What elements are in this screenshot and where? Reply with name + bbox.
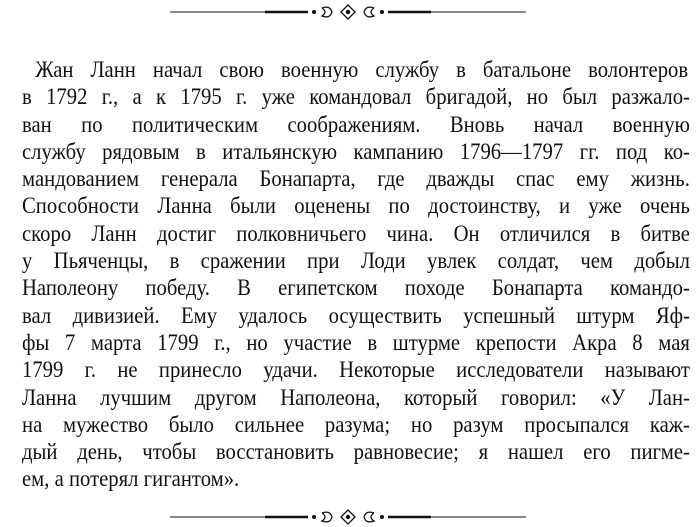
paragraph (22, 57, 690, 494)
ornamental-divider-top (170, 4, 526, 20)
paragraph-line: Ланна лучшим другом Наполеона, который говорил: «У Лан- (22, 384, 690, 411)
paragraph-line: Жан Ланн начал свою военную службу в батальоне волонтеров (35, 57, 689, 83)
paragraph-line: фы 7 марта 1799 г., но участие в штурме крепости Акра 8 мая (22, 329, 690, 356)
paragraph-line: дый день, чтобы восстановить равновесие; я нашел его пигме- (22, 439, 690, 466)
paragraph-line: у Пьяченцы, в сражении при Лоди увлек солдат, чем добыл (22, 248, 690, 275)
paragraph-line: Способности Ланна были оценены по достоинству, и уже очень (22, 193, 690, 220)
paragraph-line: 1799 г. не принесло удачи. Некоторые исследователи называют (22, 357, 690, 384)
paragraph-line: мандованием генерала Бонапарта, где дважды спас ему жизнь. (22, 166, 690, 193)
paragraph-line: на мужество было сильнее разума; но разум просыпался каж- (22, 411, 690, 438)
ornamental-divider-bottom (170, 509, 526, 525)
paragraph-line: службу рядовым в итальянскую кампанию 1796—1797 гг. под ко- (22, 138, 690, 165)
paragraph-line: Наполеону победу. В египетском походе Бонапарта командо- (22, 275, 690, 302)
paragraph-line: скоро Ланн достиг полковничьего чина. Он отличился в битве (22, 220, 690, 247)
paragraph-line: в 1792 г., а к 1795 г. уже командовал бригадой, но был разжало- (22, 84, 690, 111)
paragraph-line: вал дивизией. Ему удалось осуществить успешный штурм Яф- (22, 302, 690, 329)
paragraph-line: ем, а потерял гигантом». (22, 466, 240, 493)
paragraph-line: ван по политическим соображениям. Вновь начал военную (22, 111, 690, 138)
